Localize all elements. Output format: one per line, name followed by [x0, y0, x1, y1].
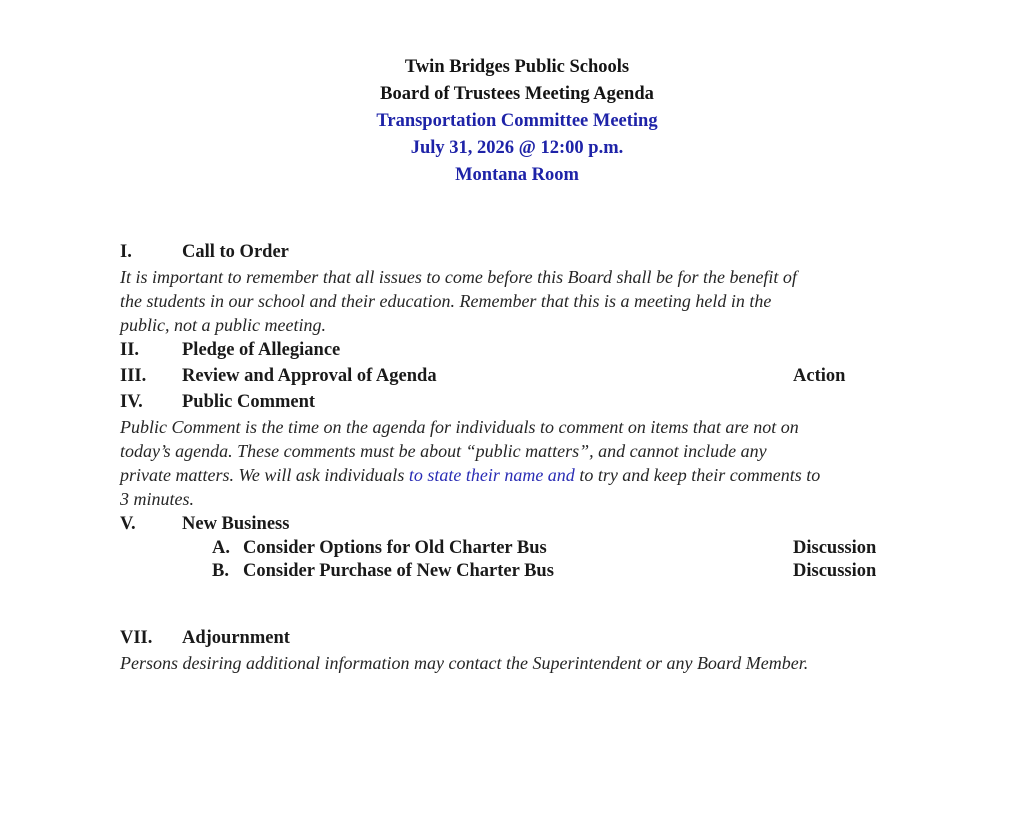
paragraph-line: It is important to remember that all issues to come before this Board shall be for the benefit of — [120, 267, 797, 287]
meeting-title: Transportation Committee Meeting — [376, 111, 658, 131]
sub-item-status: Discussion — [793, 538, 877, 558]
public-comment-text — [120, 415, 920, 511]
item-title: New Business — [182, 514, 290, 534]
agenda-item-pledge — [120, 337, 920, 363]
highlighted-text: to state their name and — [408, 465, 575, 485]
text-segment: to try and keep their comments to — [574, 465, 821, 485]
sub-item-old-bus — [120, 537, 920, 560]
paragraph-line: today’s agenda. These comments must be about “public matters”, and cannot include any — [120, 441, 767, 461]
spacer — [120, 583, 920, 625]
agenda-item-adjournment — [120, 625, 920, 651]
paragraph-line: 3 minutes. — [120, 489, 194, 509]
item-title: Review and Approval of Agenda — [182, 366, 437, 386]
agenda-body — [120, 239, 920, 675]
item-status: Action — [793, 366, 846, 386]
paragraph-line: the students in our school and their education. Remember that this is a meeting held in the — [120, 291, 772, 311]
paragraph-line: Public Comment is the time on the agenda for individuals to comment on items that are not on — [120, 417, 799, 437]
meeting-location: Montana Room — [455, 165, 579, 185]
paragraph-line — [120, 463, 920, 487]
school-name: Twin Bridges Public Schools — [404, 57, 630, 77]
text-segment: private matters. We will ask individuals — [120, 465, 409, 485]
agenda-item-new-business — [120, 511, 920, 537]
sub-item-title: Consider Options for Old Charter Bus — [243, 538, 547, 558]
item-number: II. — [120, 340, 140, 360]
board-title: Board of Trustees Meeting Agenda — [380, 84, 654, 104]
call-to-order-text — [120, 265, 920, 337]
item-number: V. — [120, 514, 136, 534]
sub-item-status: Discussion — [793, 561, 877, 581]
sub-item-new-bus — [120, 560, 920, 583]
item-number: IV. — [120, 392, 143, 412]
adjournment-note — [120, 651, 920, 675]
agenda-item-public-comment — [120, 389, 920, 415]
sub-item-title: Consider Purchase of New Charter Bus — [243, 561, 554, 581]
paragraph-line: public, not a public meeting. — [120, 315, 326, 335]
meeting-datetime: July 31, 2026 @ 12:00 p.m. — [410, 138, 624, 158]
agenda-header — [0, 54, 1024, 189]
agenda-item-call-to-order — [120, 239, 920, 265]
agenda-item-review — [120, 363, 920, 389]
item-title: Pledge of Allegiance — [182, 340, 341, 360]
item-number: VII. — [120, 628, 153, 648]
sub-item-letter: A. — [212, 538, 230, 558]
sub-item-letter: B. — [212, 561, 229, 581]
paragraph-line: Persons desiring additional information may contact the Superintendent or any Board Member. — [120, 653, 809, 673]
item-number: I. — [120, 242, 132, 262]
item-title: Call to Order — [182, 242, 289, 262]
item-number: III. — [120, 366, 147, 386]
item-title: Public Comment — [182, 392, 316, 412]
item-title: Adjournment — [182, 628, 290, 648]
